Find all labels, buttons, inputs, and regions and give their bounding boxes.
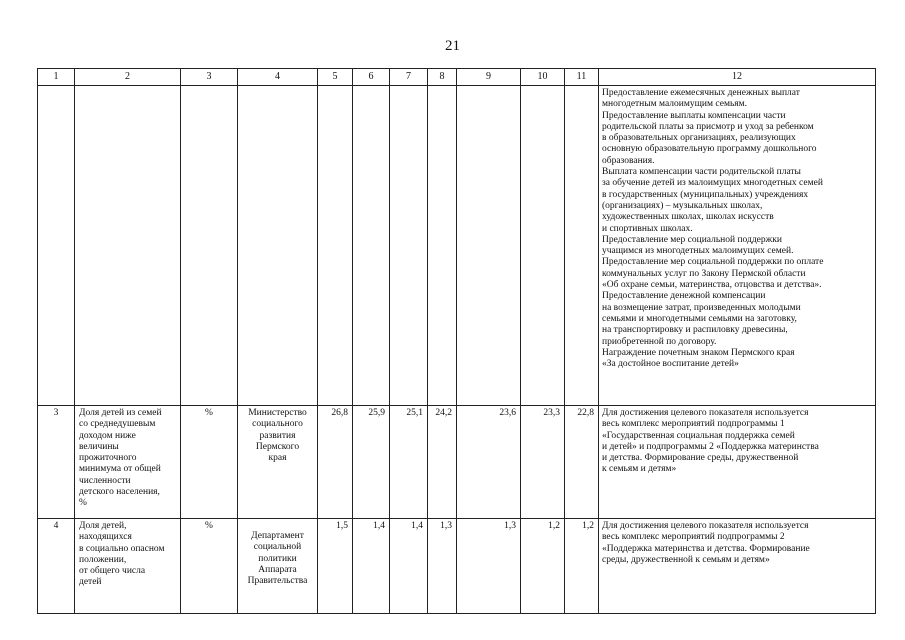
table-cell (521, 86, 565, 406)
table-cell (353, 86, 390, 406)
indicator-name: Доля детей, находящихся в социально опасном положении, от общего числа детей (75, 519, 181, 614)
value-cell: 1,5 (318, 519, 353, 614)
indicator-name: Доля детей из семей со среднедушевым доходом ниже величины прожиточного минимума от общей численности детского населения, % (75, 406, 181, 519)
table-cell (565, 86, 599, 406)
value-cell: 1,3 (457, 519, 521, 614)
measures-text: Предоставление ежемесячных денежных выплат многодетным малоимущим семьям. Предоставление выплаты компенсации части родительской платы за присмотр и уход за ребенком в образовательных организациях, реализующих основную образовательную программу дошкольного образования. Выплата компенсации части родительской платы за обучение детей из малоимущих многодетных семей в государственных (муниципальных) учреждениях (организациях) – музыкальных школах, художественных школах, школах искусств и спортивных школах. Предоставление мер социальной поддержки учащимся из многодетных малоимущих семей. Предоставление мер социальной поддержки по оплате коммунальных услуг по Закону Пермской области «Об охране семьи, материнства, отцовства и детства». Предоставление денежной компенсации на возмещение затрат, произведенных молодыми семьями и многодетными семьями на заготовку, на транспортировку и распиловку древесины, приобретенной по договору. Награждение почетным знаком Пермского края «За достойное воспитание детей» (599, 86, 876, 406)
value-cell: 1,4 (353, 519, 390, 614)
row-number: 4 (38, 519, 75, 614)
col-header: 8 (428, 69, 457, 86)
column-number-row (38, 69, 876, 86)
col-header: 5 (318, 69, 353, 86)
col-header: 7 (390, 69, 428, 86)
col-header: 10 (521, 69, 565, 86)
value-cell: 1,2 (565, 519, 599, 614)
indicators-table (37, 68, 876, 614)
table-cell (181, 86, 238, 406)
value-cell: 26,8 (318, 406, 353, 519)
table-cell (75, 86, 181, 406)
responsible-org: Департамент социальной политики Аппарата Правительства (238, 519, 318, 614)
table-row (38, 86, 876, 406)
col-header: 1 (38, 69, 75, 86)
value-cell: 25,1 (390, 406, 428, 519)
col-header: 9 (457, 69, 521, 86)
table-cell (428, 86, 457, 406)
unit: % (181, 406, 238, 519)
value-cell: 1,3 (428, 519, 457, 614)
table-cell (38, 86, 75, 406)
table-cell (318, 86, 353, 406)
measures-text: Для достижения целевого показателя используется весь комплекс мероприятий подпрограммы 1 «Государственная социальная поддержка семей и детей» и подпрограммы 2 «Поддержка материнства и детства. Формирование среды, дружественной к семьям и детям» (599, 406, 876, 519)
col-header: 4 (238, 69, 318, 86)
measures-text: Для достижения целевого показателя используется весь комплекс мероприятий подпрограммы 2 «Поддержка материнства и детства. Формирование среды, дружественной к семьям и детям» (599, 519, 876, 614)
col-header: 2 (75, 69, 181, 86)
col-header: 12 (599, 69, 876, 86)
col-header: 6 (353, 69, 390, 86)
value-cell: 23,3 (521, 406, 565, 519)
row-number: 3 (38, 406, 75, 519)
value-cell: 24,2 (428, 406, 457, 519)
table-cell (390, 86, 428, 406)
value-cell: 1,4 (390, 519, 428, 614)
value-cell: 1,2 (521, 519, 565, 614)
responsible-org: Министерство социального развития Пермского края (238, 406, 318, 519)
value-cell: 23,6 (457, 406, 521, 519)
page-number: 21 (445, 38, 460, 54)
table-cell (238, 86, 318, 406)
table-cell (457, 86, 521, 406)
col-header: 11 (565, 69, 599, 86)
table-row (38, 406, 876, 519)
value-cell: 25,9 (353, 406, 390, 519)
unit: % (181, 519, 238, 614)
col-header: 3 (181, 69, 238, 86)
value-cell: 22,8 (565, 406, 599, 519)
table-row (38, 519, 876, 614)
